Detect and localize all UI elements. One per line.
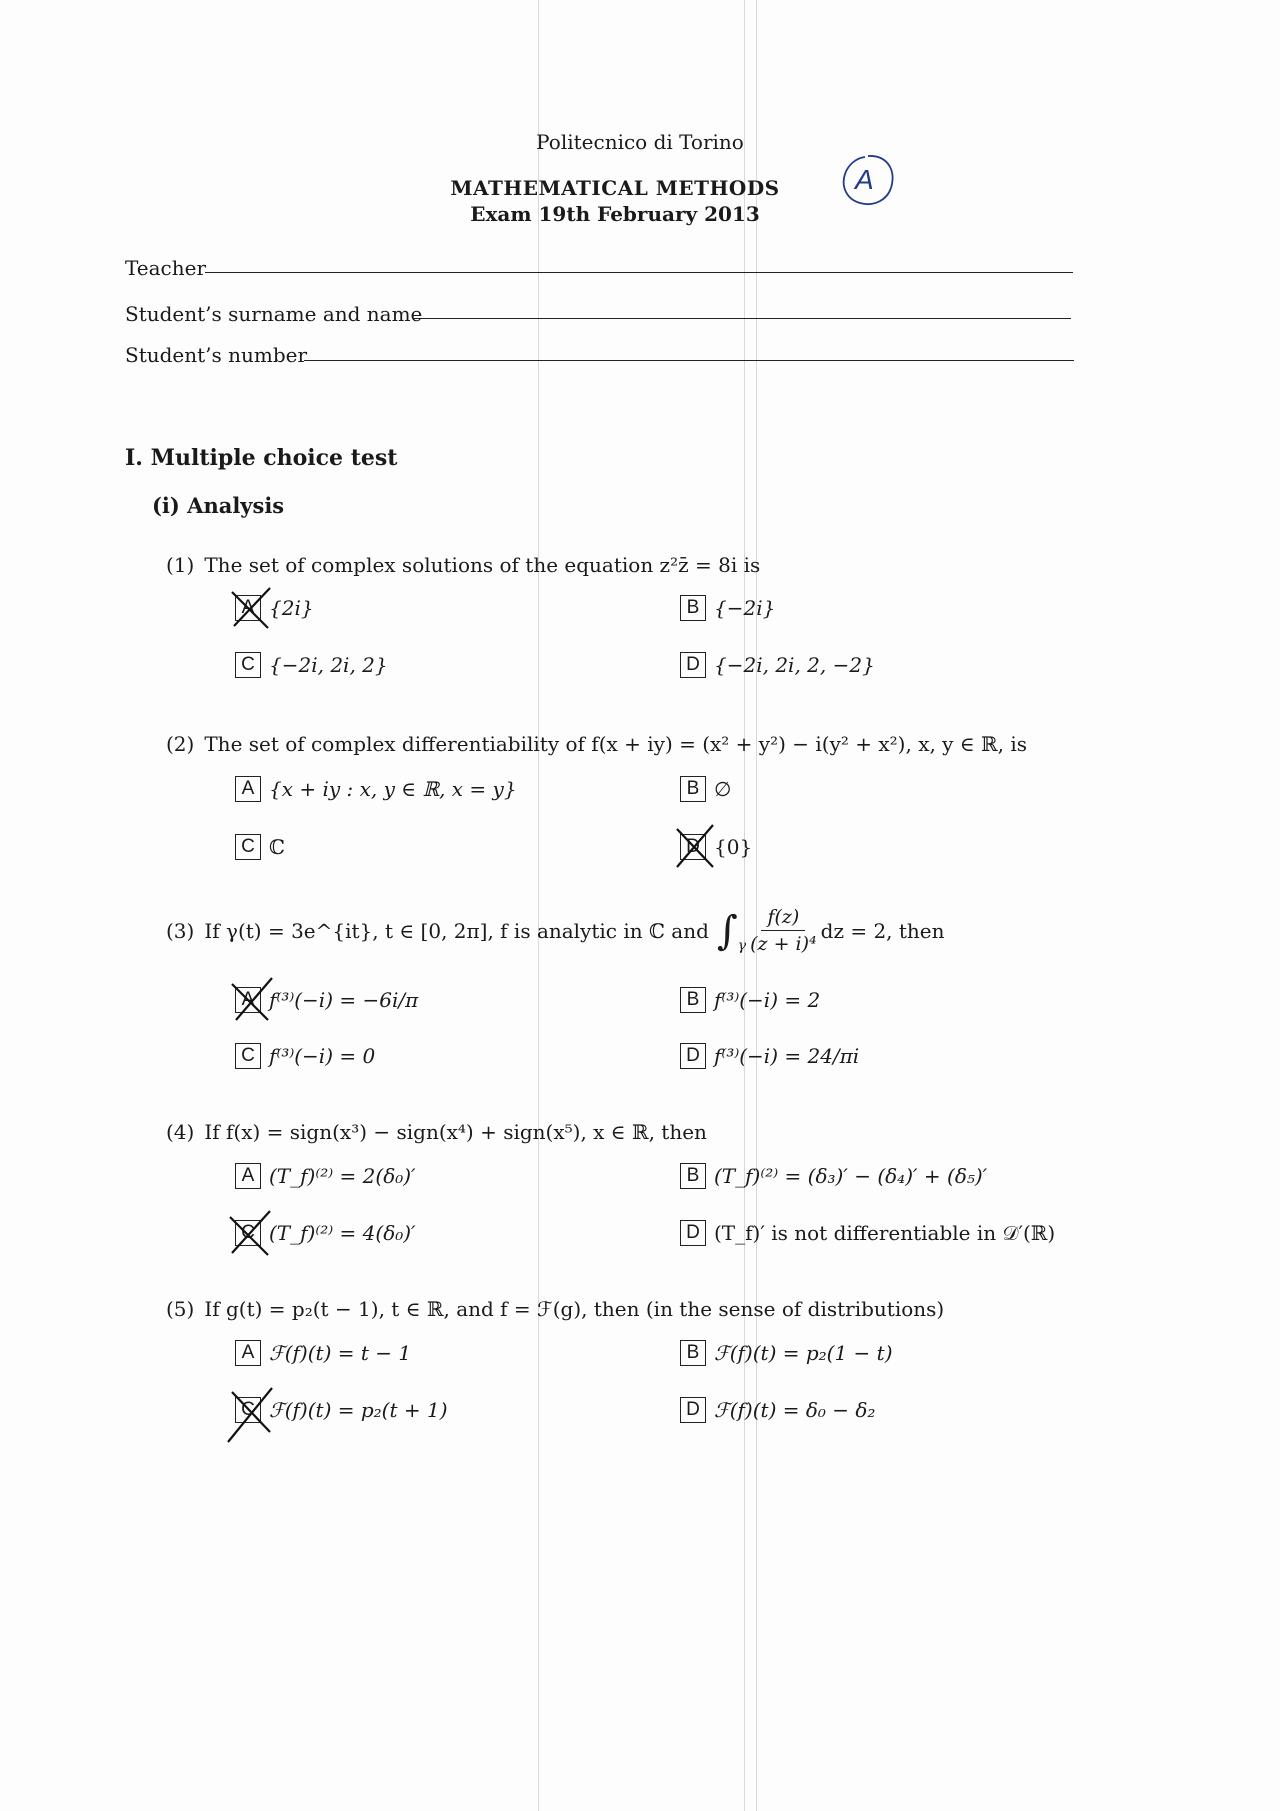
- q1-option-b[interactable]: [680, 595, 775, 621]
- option-letter-box[interactable]: A: [235, 595, 261, 621]
- option-letter-box[interactable]: D: [680, 652, 706, 678]
- q4-option-a[interactable]: [235, 1163, 416, 1189]
- option-letter-box[interactable]: C: [235, 834, 261, 860]
- teacher-input-line[interactable]: [205, 272, 1073, 273]
- option-text: f⁽³⁾(−i) = 2: [714, 988, 821, 1012]
- q5-option-b[interactable]: [680, 1340, 893, 1366]
- option-text: (T_f)⁽²⁾ = 2(δ₀)′: [269, 1164, 416, 1188]
- option-letter-box[interactable]: C: [235, 1397, 261, 1423]
- option-letter-box[interactable]: A: [235, 987, 261, 1013]
- q5-option-c[interactable]: [235, 1397, 448, 1423]
- question-5: [166, 1297, 944, 1321]
- option-text: (T_f)′ is not differentiable in 𝒟′(ℝ): [714, 1221, 1056, 1245]
- university-name: Politecnico di Torino: [536, 130, 744, 154]
- teacher-label: Teacher: [125, 256, 207, 280]
- student-number-input-line[interactable]: [304, 360, 1074, 361]
- option-letter-box[interactable]: B: [680, 595, 706, 621]
- option-text: ℱ(f)(t) = p₂(t + 1): [269, 1398, 448, 1422]
- option-letter-box[interactable]: D: [680, 1220, 706, 1246]
- subsection-title: (i) Analysis: [152, 493, 285, 518]
- section-title: I. Multiple choice test: [125, 445, 398, 471]
- question-number: (3): [166, 918, 195, 943]
- cross-mark-icon: [224, 582, 276, 636]
- option-letter-box[interactable]: C: [235, 1043, 261, 1069]
- q1-option-a[interactable]: [235, 595, 314, 621]
- question-3: [166, 906, 945, 955]
- cross-mark-icon: [224, 1384, 280, 1446]
- question-text: If f(x) = sign(x³) − sign(x⁴) + sign(x⁵), x ∈ ℝ, then: [204, 1120, 707, 1144]
- question-text: The set of complex differentiability of f(x + iy) = (x² + y²) − i(y² + x²), x, y ∈ ℝ, is: [204, 732, 1027, 756]
- version-letter: A: [855, 164, 874, 195]
- fraction-numerator: f(z): [761, 906, 805, 931]
- option-letter-box[interactable]: A: [235, 1340, 261, 1366]
- option-letter-box[interactable]: B: [680, 776, 706, 802]
- option-text: {x + iy : x, y ∈ ℝ, x = y}: [269, 777, 517, 801]
- q4-option-b[interactable]: [680, 1163, 987, 1189]
- option-text: ℱ(f)(t) = p₂(1 − t): [714, 1341, 893, 1365]
- option-text: f⁽³⁾(−i) = 24/πi: [714, 1044, 860, 1068]
- option-text: ℱ(f)(t) = t − 1: [269, 1341, 412, 1365]
- option-letter-box[interactable]: C: [235, 1220, 261, 1246]
- course-title: MATHEMATICAL METHODS: [450, 176, 780, 200]
- q3-option-c[interactable]: [235, 1043, 375, 1069]
- q2-option-b[interactable]: [680, 776, 731, 802]
- option-letter-box[interactable]: C: [235, 652, 261, 678]
- option-text: (T_f)⁽²⁾ = (δ₃)′ − (δ₄)′ + (δ₅)′: [714, 1164, 988, 1188]
- q5-option-a[interactable]: [235, 1340, 411, 1366]
- option-text: f⁽³⁾(−i) = 0: [269, 1044, 376, 1068]
- question-text: The set of complex solutions of the equation z²z̄ = 8i is: [204, 553, 761, 577]
- fraction-denominator: (z + i)⁴: [750, 933, 817, 955]
- question-number: (1): [166, 553, 195, 577]
- option-text: ∅: [714, 777, 732, 801]
- question-text: If g(t) = p₂(t − 1), t ∈ ℝ, and f = ℱ(g), then (in the sense of distributions): [204, 1297, 945, 1321]
- exam-date: Exam 19th February 2013: [470, 202, 760, 226]
- option-letter-box[interactable]: A: [235, 1163, 261, 1189]
- integrand-fraction: [750, 906, 817, 955]
- option-text: {−2i}: [714, 596, 776, 620]
- option-text: {0}: [714, 835, 753, 859]
- option-letter-box[interactable]: B: [680, 1340, 706, 1366]
- q2-option-c[interactable]: [235, 834, 285, 860]
- option-text: ℱ(f)(t) = δ₀ − δ₂: [714, 1398, 876, 1422]
- q4-option-d[interactable]: [680, 1220, 1055, 1246]
- integral-sign: ∫: [716, 907, 738, 954]
- option-text: {−2i, 2i, 2}: [269, 653, 388, 677]
- question-number: (5): [166, 1297, 195, 1321]
- q2-option-d[interactable]: [680, 834, 752, 860]
- integral-path: γ: [737, 937, 747, 954]
- option-text: {−2i, 2i, 2, −2}: [714, 653, 875, 677]
- version-mark: [838, 150, 898, 210]
- q3-option-b[interactable]: [680, 987, 820, 1013]
- question-1: [166, 553, 760, 577]
- q1-option-c[interactable]: [235, 652, 388, 678]
- question-text-after: dz = 2, then: [820, 918, 945, 943]
- cross-mark-icon: [669, 821, 721, 875]
- cross-mark-icon: [224, 1207, 276, 1261]
- option-text: {2i}: [269, 596, 314, 620]
- option-text: ℂ: [269, 835, 285, 859]
- q3-option-a[interactable]: [235, 987, 418, 1013]
- question-number: (2): [166, 732, 195, 756]
- q3-option-d[interactable]: [680, 1043, 859, 1069]
- option-letter-box[interactable]: B: [680, 987, 706, 1013]
- question-2: [166, 732, 1027, 756]
- student-name-input-line[interactable]: [413, 318, 1071, 319]
- option-letter-box[interactable]: D: [680, 1397, 706, 1423]
- cross-mark-icon: [224, 974, 276, 1028]
- q4-option-c[interactable]: [235, 1220, 416, 1246]
- option-text: f⁽³⁾(−i) = −6i/π: [269, 988, 419, 1012]
- q2-option-a[interactable]: [235, 776, 517, 802]
- question-text: If γ(t) = 3e^{it}, t ∈ [0, 2π], f is analytic in ℂ and: [204, 918, 709, 943]
- q1-option-d[interactable]: [680, 652, 875, 678]
- option-letter-box[interactable]: A: [235, 776, 261, 802]
- q5-option-d[interactable]: [680, 1397, 875, 1423]
- option-text: (T_f)⁽²⁾ = 4(δ₀)′: [269, 1221, 416, 1245]
- option-letter-box[interactable]: D: [680, 834, 706, 860]
- question-number: (4): [166, 1120, 195, 1144]
- question-4: [166, 1120, 707, 1144]
- option-letter-box[interactable]: D: [680, 1043, 706, 1069]
- student-name-label: Student’s surname and name: [125, 302, 423, 326]
- student-number-label: Student’s number: [125, 343, 308, 367]
- option-letter-box[interactable]: B: [680, 1163, 706, 1189]
